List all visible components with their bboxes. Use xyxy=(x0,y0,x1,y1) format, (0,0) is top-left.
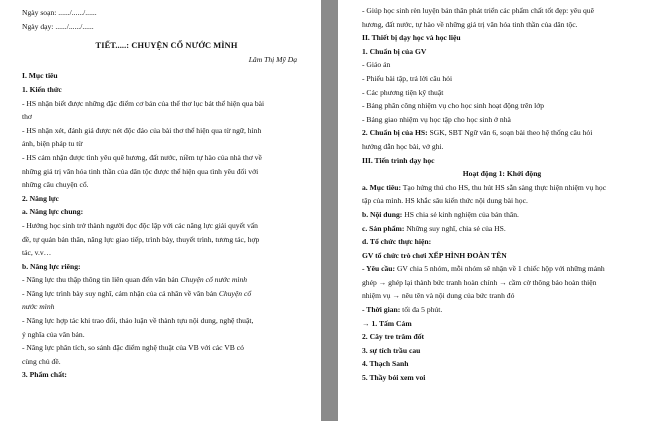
text-line: - Phiếu bài tập, trả lời câu hỏi xyxy=(362,73,453,83)
text-line: Hoạt động 1: Khởi động xyxy=(462,169,542,179)
text-line: II. Thiết bị dạy học và học liệu xyxy=(362,33,461,43)
text-line: a. Mục tiêu: Tạo hứng thú cho HS, thu hút HS sẵn sàng thực hiện nhiệm vụ học xyxy=(362,182,607,192)
text-line: - Giúp học sinh rèn luyện bản thân phát triển các phẩm chất tốt đẹp: yêu quê xyxy=(362,6,594,15)
text-line: III. Tiến trình dạy học xyxy=(362,155,435,165)
text-line: đề, tự quản bản thân, năng lực giao tiếp, trình bày, thuyết trình, tương tác, hợp xyxy=(22,234,260,244)
text-line: những giá trị văn hóa tinh thần của dân tộc được thể hiện qua tình yêu đối với xyxy=(22,166,259,176)
text-line: - HS nhận xét, đánh giá được nét độc đáo của bài thơ thể hiện qua từ ngữ, hình xyxy=(22,125,262,135)
text-line: - Hướng học sinh trở thành người đọc độc lập với các năng lực giải quyết vấn xyxy=(22,220,258,230)
text-line: - Bảng phân công nhiệm vụ cho học sinh hoạt động trên lớp xyxy=(362,101,545,111)
document-page-left xyxy=(0,0,321,421)
text-line: - Giáo án xyxy=(362,60,391,70)
text-line: 2. Cây tre trăm đốt xyxy=(362,332,425,342)
text-line: GV tổ chức trò chơi XẾP HÌNH ĐOÀN TÊN xyxy=(362,250,507,260)
text-line: 5. Thầy bói xem voi xyxy=(362,373,426,383)
text-line: - Bảng giao nhiệm vụ học tập cho học sinh ở nhà xyxy=(362,114,511,124)
text-line: nhiệm vụ → nêu tên và nội dung của bức tranh đó xyxy=(362,291,515,301)
text-line: 1. Kiến thức xyxy=(22,84,62,94)
text-line: 1. Chuẩn bị của GV xyxy=(362,46,427,56)
text-line: 4. Thạch Sanh xyxy=(362,359,409,369)
ngay-day: Ngày dạy: ....../....../...... xyxy=(22,21,94,31)
text-line: c. Sản phẩm: Những suy nghĩ, chia sẻ của HS. xyxy=(362,223,506,233)
text-line: 3. sự tích trầu cau xyxy=(362,345,421,355)
text-line: tập của mình. HS khắc sâu kiến thức nội dung bài học. xyxy=(362,196,528,206)
text-line: hương, đất nước, tự hào về những giá trị văn hóa tinh thần của dân tộc. xyxy=(362,19,578,29)
author-name: Lâm Thị Mỹ Dạ xyxy=(248,54,297,64)
right-body xyxy=(362,4,642,385)
text-line: - Các phương tiện kỹ thuật xyxy=(362,87,444,97)
text-line: - HS nhận biết được những đặc điểm cơ bản của thể thơ lục bát thể hiện qua bài xyxy=(22,98,265,108)
text-line: cùng chủ đề. xyxy=(22,356,61,366)
text-line: 2. Năng lực xyxy=(22,193,59,203)
text-line: b. Nội dung: HS chia sẻ kinh nghiệm của bản thân. xyxy=(362,209,519,219)
ngay-soan: Ngày soạn: ....../....../...... xyxy=(22,8,97,17)
text-line: b. Năng lực riêng: xyxy=(22,261,81,271)
document-page-right xyxy=(338,0,650,421)
text-line: ghép → ghép lại thành bức tranh hoàn chỉnh → cầm cờ thông báo hoàn thiện xyxy=(362,277,597,287)
text-line: a. Năng lực chung: xyxy=(22,207,84,217)
text-line: I. Mục tiêu xyxy=(22,71,58,81)
text-line: ảnh, biện pháp tu từ xyxy=(22,139,83,149)
text-line: ý nghĩa của văn bản. xyxy=(22,329,85,339)
text-line: - Yêu cầu: GV chia 5 nhóm, mỗi nhóm sẽ nhận về 1 chiếc hộp với những mảnh xyxy=(362,264,605,274)
text-line: - Năng lực phân tích, so sánh đặc điểm nghệ thuật của VB với các VB có xyxy=(22,343,244,353)
left-body xyxy=(22,69,311,382)
text-line: tác, v.v… xyxy=(22,248,52,258)
text-line: → 1. Tấm Cám xyxy=(362,318,412,328)
text-line: nước mình xyxy=(22,302,55,312)
text-line: - Thời gian: tối đa 5 phút. xyxy=(362,305,443,315)
text-line: - Năng lực hợp tác khi trao đổi, thảo luận về thành tựu nội dung, nghệ thuật, xyxy=(22,316,254,326)
text-line: d. Tổ chức thực hiện: xyxy=(362,237,432,247)
text-line: hướng dẫn học bài, vở ghi. xyxy=(362,141,444,151)
text-line: 2. Chuẩn bị của HS: SGK, SBT Ngữ văn 6, soạn bài theo hệ thống câu hỏi xyxy=(362,128,593,138)
lesson-title: TIẾT.....: CHUYỆN CỔ NƯỚC MÌNH xyxy=(95,41,238,51)
text-line: - Năng lực trình bày suy nghĩ, cảm nhận của cá nhân về văn bản Chuyện cổ xyxy=(22,288,252,298)
text-line: - HS cảm nhận được tình yêu quê hương, đất nước, niềm tự hào của nhà thơ về xyxy=(22,152,262,162)
text-line: những câu chuyện cổ. xyxy=(22,180,89,190)
text-line: 3. Phẩm chất: xyxy=(22,370,67,380)
text-line: thơ xyxy=(22,112,32,122)
text-line: - Năng lực thu thập thông tin liên quan đến văn bản Chuyện cổ nước mình xyxy=(22,275,248,285)
